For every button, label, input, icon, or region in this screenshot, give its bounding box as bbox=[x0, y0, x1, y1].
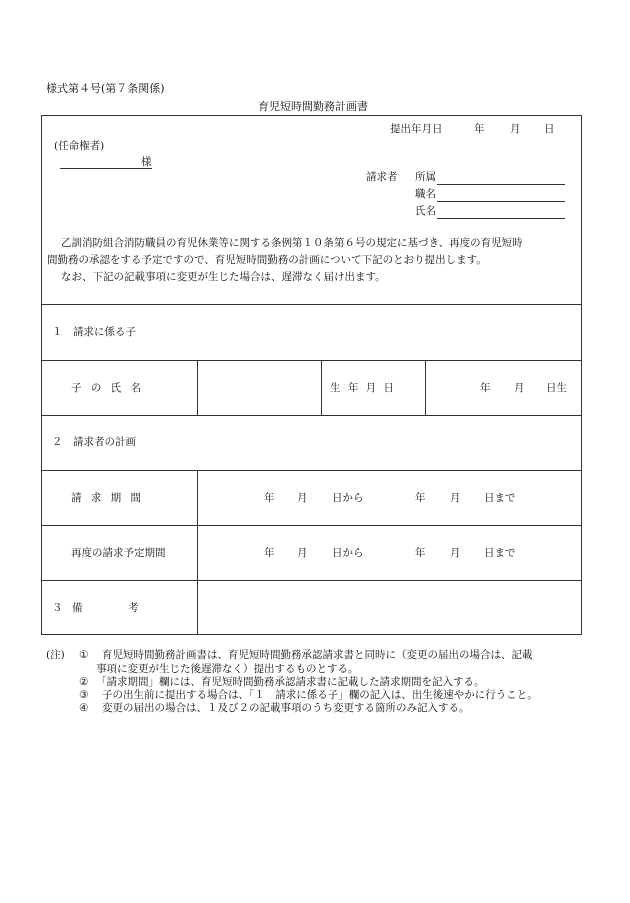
plan-row-1-from: 日から bbox=[332, 492, 364, 504]
addressee-label: (任命権者) bbox=[54, 140, 105, 152]
birth-year: 年 bbox=[480, 382, 491, 394]
section3-label-2: 考 bbox=[128, 602, 139, 614]
note-1-line-1: 育児短時間勤務計画書は、育児短時間勤務承認請求書と同時に（変更の届出の場合は、記載 bbox=[102, 649, 533, 661]
note-2-number: ② bbox=[79, 676, 89, 688]
divider-section2-heading bbox=[41, 470, 582, 471]
submit-date-label: 提出年月日 bbox=[390, 123, 443, 135]
submit-date-year: 年 bbox=[474, 123, 485, 135]
col-divider-birth-label bbox=[425, 360, 426, 415]
plan-row-2-start-month: 月 bbox=[297, 547, 308, 559]
section3-number: ３ bbox=[52, 602, 63, 614]
plan-row-2-end-month: 月 bbox=[450, 547, 461, 559]
requester-field-affiliation: 所属 bbox=[415, 171, 436, 183]
plan-row-2-to: 日まで bbox=[484, 547, 516, 559]
plan-row-1-start-year: 年 bbox=[264, 492, 275, 504]
note-4-line-1: 変更の届出の場合は、１及び２の記載事項のうち変更する箇所のみ記入する。 bbox=[102, 702, 470, 714]
document-title: 育児短時間勤務計画書 bbox=[258, 100, 368, 113]
plan-row-1-start-month: 月 bbox=[297, 492, 308, 504]
plan-row-2-end-year: 年 bbox=[415, 547, 426, 559]
plan-row-2-label: 再度の請求予定期間 bbox=[71, 547, 166, 559]
birth-date-label: 生 年 月 日 bbox=[330, 382, 395, 394]
divider-section1-row bbox=[41, 415, 582, 416]
birth-day: 日生 bbox=[546, 382, 567, 394]
requester-title-line[interactable] bbox=[437, 201, 565, 202]
plan-row-2-start-year: 年 bbox=[264, 547, 275, 559]
plan-row-1-end-month: 月 bbox=[450, 492, 461, 504]
requester-field-name: 氏名 bbox=[415, 205, 436, 217]
body-text-line-2: 間勤務の承認をする予定ですので、育児短時間勤務の計画について下記のとおり提出します。 bbox=[47, 254, 487, 266]
note-1-line-2: 事項に変更が生じた後遅滞なく）提出するものとする。 bbox=[96, 663, 359, 675]
addressee-name-line[interactable] bbox=[60, 168, 152, 169]
col-divider-child-name bbox=[321, 360, 322, 415]
body-text-line-3: なお、下記の記載事項に変更が生じた場合は、遅滞なく届け出ます。 bbox=[61, 271, 386, 283]
child-name-label: 子 の 氏 名 bbox=[71, 382, 142, 394]
note-3-number: ③ bbox=[79, 689, 89, 701]
submit-date-day: 日 bbox=[544, 123, 555, 135]
requester-label: 請求者 bbox=[366, 171, 398, 183]
notes-label: (注) bbox=[46, 649, 65, 661]
note-3-line-1: 子の出生前に提出する場合は、「１ 請求に係る子」欄の記入は、出生後速やかに行うこと。 bbox=[102, 689, 538, 701]
requester-field-title: 職名 bbox=[415, 188, 436, 200]
note-1-number: ① bbox=[79, 649, 89, 661]
requester-name-line[interactable] bbox=[437, 218, 565, 219]
plan-row-1-to: 日まで bbox=[484, 492, 516, 504]
form-id: 様式第４号(第７条関係) bbox=[46, 82, 165, 95]
body-text-line-1: 乙訓消防組合消防職員の育児休業等に関する条例第１０条第６号の規定に基づき、再度の育児短時 bbox=[61, 237, 523, 249]
remarks-field[interactable] bbox=[198, 581, 581, 634]
note-4-number: ④ bbox=[79, 702, 89, 714]
note-2-line-1: 「請求期間」欄には、育児短時間勤務承認請求書に記載した請求期間を記入する。 bbox=[96, 676, 485, 688]
divider-section2-row1 bbox=[41, 525, 582, 526]
section2-heading: ２ 請求者の計画 bbox=[52, 436, 136, 448]
child-name-field[interactable] bbox=[198, 361, 320, 414]
requester-affiliation-line[interactable] bbox=[437, 184, 565, 185]
section1-heading: １ 請求に係る子 bbox=[52, 326, 136, 338]
addressee-suffix: 様 bbox=[141, 156, 152, 168]
plan-row-2-from: 日から bbox=[332, 547, 364, 559]
section3-label-1: 備 bbox=[72, 602, 83, 614]
col-divider-plan-label bbox=[197, 470, 198, 580]
plan-row-1-end-year: 年 bbox=[415, 492, 426, 504]
divider-top-section bbox=[41, 304, 582, 305]
birth-month: 月 bbox=[514, 382, 525, 394]
plan-row-1-label: 請 求 期 間 bbox=[71, 492, 142, 504]
submit-date-month: 月 bbox=[510, 123, 521, 135]
